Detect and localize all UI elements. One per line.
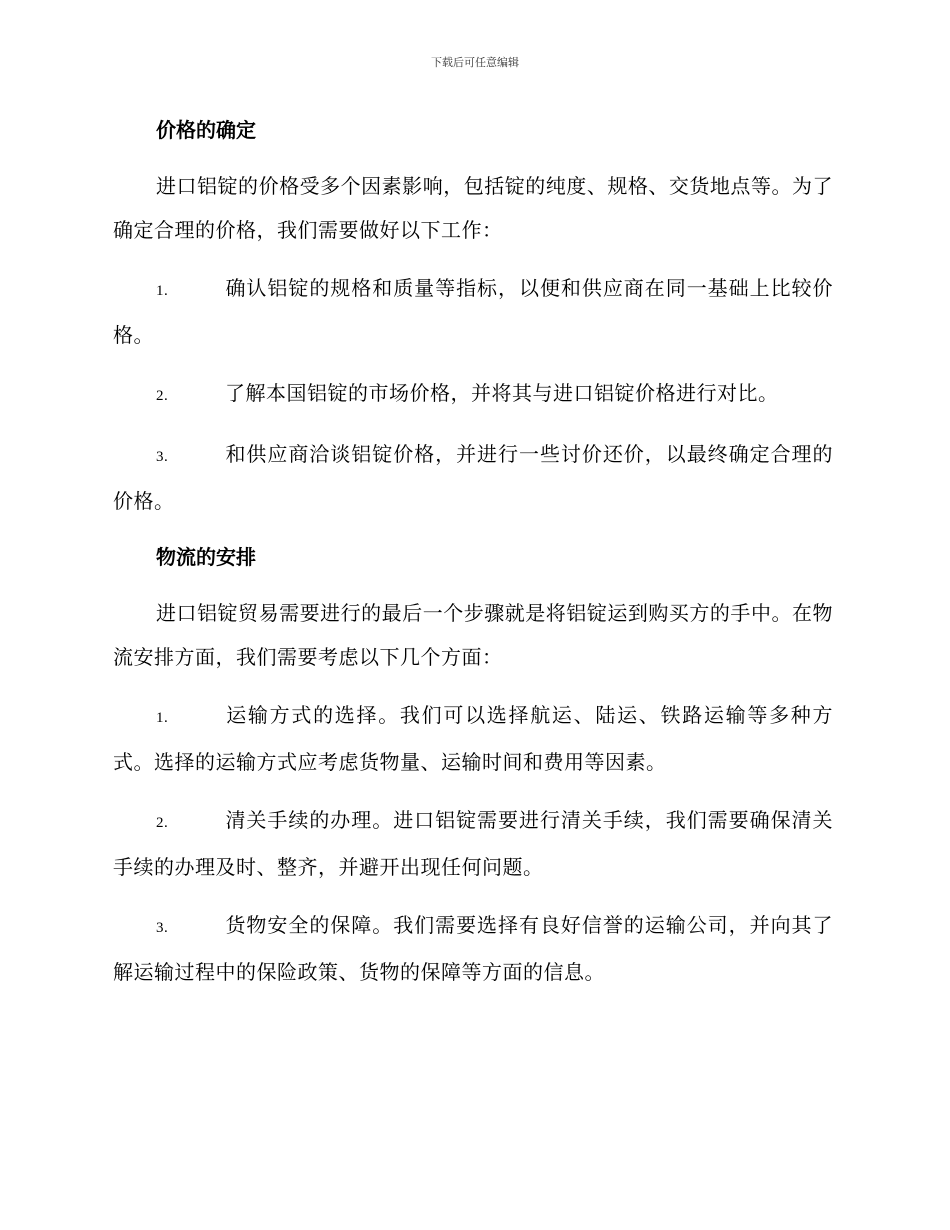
list-text: 运输方式的选择。我们可以选择航运、陆运、铁路运输等多种方式。选择的运输方式应考虑货物量、运输时间和费用等因素。 <box>113 703 833 774</box>
list-text: 了解本国铝锭的市场价格，并将其与进口铝锭价格进行对比。 <box>225 381 779 405</box>
list-text: 确认铝锭的规格和质量等指标，以便和供应商在同一基础上比较价格。 <box>113 276 833 347</box>
section-heading: 物流的安排 <box>156 545 256 569</box>
list-text: 和供应商洽谈铝锭价格，并进行一些讨价还价，以最终确定合理的价格。 <box>113 442 833 513</box>
section-heading: 价格的确定 <box>156 118 256 142</box>
list-item <box>113 266 833 357</box>
list-number: 3. <box>156 449 169 465</box>
list-number: 2. <box>156 388 169 404</box>
list-number: 1. <box>156 283 169 299</box>
document-body <box>113 110 833 994</box>
list-item <box>113 371 833 418</box>
page-header: 下载后可任意编辑 <box>431 56 519 69</box>
list-text: 货物安全的保障。我们需要选择有良好信誉的运输公司，并向其了解运输过程中的保险政策、货物的保障等方面的信息。 <box>113 913 833 984</box>
section-pricing <box>113 110 833 523</box>
list-text: 清关手续的办理。进口铝锭需要进行清关手续，我们需要确保清关手续的办理及时、整齐，并避开出现任何问题。 <box>113 808 833 879</box>
list-item <box>113 432 833 523</box>
list-item <box>113 798 833 889</box>
section-logistics <box>113 537 833 994</box>
list-item <box>113 693 833 784</box>
list-number: 1. <box>156 710 169 726</box>
section-intro: 进口铝锭贸易需要进行的最后一个步骤就是将铝锭运到购买方的手中。在物流安排方面，我们需要考虑以下几个方面： <box>113 601 833 669</box>
list-number: 2. <box>156 815 169 831</box>
list-item <box>113 903 833 994</box>
section-intro: 进口铝锭的价格受多个因素影响，包括锭的纯度、规格、交货地点等。为了确定合理的价格，我们需要做好以下工作： <box>113 174 833 242</box>
list-number: 3. <box>156 920 169 936</box>
